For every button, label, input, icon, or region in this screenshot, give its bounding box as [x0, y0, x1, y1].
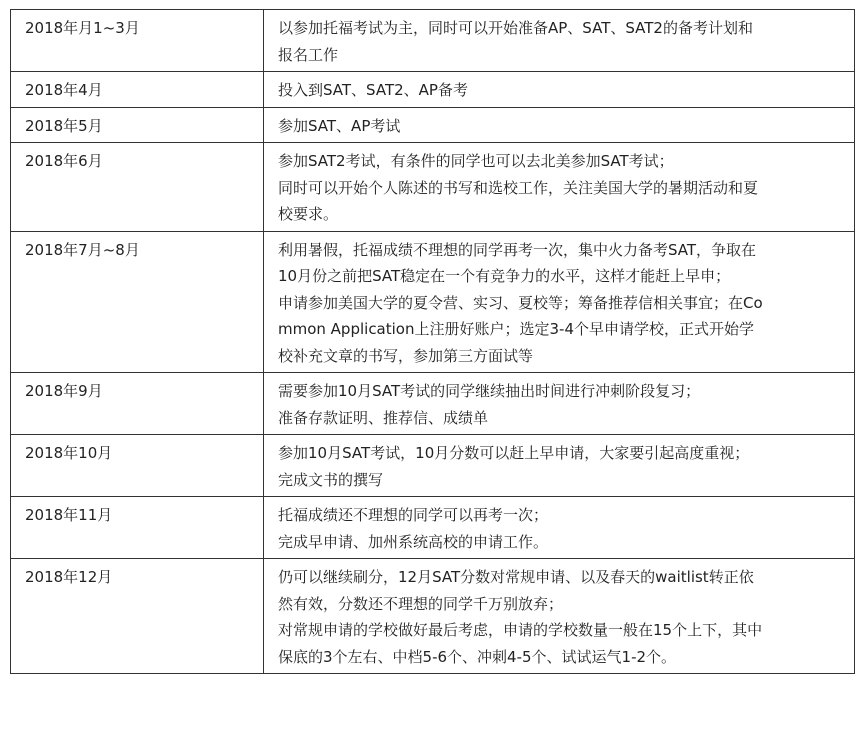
application-timeline-table — [10, 9, 855, 674]
table-row — [11, 143, 855, 232]
plan-line: 然有效，分数还不理想的同学千万别放弃； — [278, 594, 564, 613]
period-cell: 2018年11月 — [11, 497, 264, 559]
plan-line: 利用暑假，托福成绩不理想的同学再考一次，集中火力备考SAT，争取在 — [278, 240, 757, 259]
table-row — [11, 107, 855, 143]
plan-line: 申请参加美国大学的夏令营、实习、夏校等；筹备推荐信相关事宜；在Co — [278, 293, 763, 312]
plan-line: 报名工作 — [278, 45, 339, 64]
plan-cell — [264, 72, 855, 108]
plan-line: 投入到SAT、SAT2、AP备考 — [278, 81, 468, 99]
plan-line: 完成早申请、加州系统高校的申请工作。 — [278, 532, 549, 551]
plan-line: 保底的3个左右、中档5-6个、冲刺4-5个、试试运气1-2个。 — [278, 647, 677, 666]
table-row — [11, 72, 855, 108]
plan-cell — [264, 107, 855, 143]
period-cell: 2018年10月 — [11, 435, 264, 497]
table-row — [11, 559, 855, 674]
plan-line: 校补充文章的书写，参加第三方面试等 — [278, 346, 534, 365]
table-row — [11, 435, 855, 497]
period-cell: 2018年7月~8月 — [11, 231, 264, 373]
plan-cell — [264, 373, 855, 435]
plan-cell — [264, 10, 855, 72]
plan-cell — [264, 143, 855, 232]
plan-line: 需要参加10月SAT考试的同学继续抽出时间进行冲刺阶段复习； — [278, 382, 701, 400]
plan-line: 参加SAT、AP考试 — [278, 116, 401, 135]
period-cell: 2018年月1~3月 — [11, 10, 264, 72]
table-row — [11, 10, 855, 72]
period-cell: 2018年5月 — [11, 107, 264, 143]
plan-line: 参加10月SAT考试，10月分数可以赶上早申请，大家要引起高度重视； — [278, 444, 750, 462]
plan-line: mmon Application上注册好账户；选定3-4个早申请学校，正式开始学 — [278, 320, 754, 338]
plan-line: 托福成绩还不理想的同学可以再考一次； — [278, 506, 549, 524]
plan-line: 10月份之前把SAT稳定在一个有竞争力的水平，这样才能赶上早申； — [278, 267, 731, 285]
plan-line: 仍可以继续刷分，12月SAT分数对常规申请、以及春天的waitlist转正依 — [278, 568, 754, 586]
timeline-body — [11, 10, 855, 674]
plan-cell — [264, 435, 855, 497]
plan-line: 校要求。 — [278, 205, 339, 223]
period-cell: 2018年9月 — [11, 373, 264, 435]
plan-line: 参加SAT2考试，有条件的同学也可以去北美参加SAT考试； — [278, 152, 674, 170]
table-row — [11, 231, 855, 373]
period-cell: 2018年12月 — [11, 559, 264, 674]
plan-line: 完成文书的撰写 — [278, 470, 384, 489]
schedule-container — [10, 9, 855, 674]
plan-cell — [264, 559, 855, 674]
table-row — [11, 497, 855, 559]
period-cell: 2018年6月 — [11, 143, 264, 232]
plan-cell — [264, 231, 855, 373]
plan-cell — [264, 497, 855, 559]
plan-line: 对常规申请的学校做好最后考虑，申请的学校数量一般在15个上下，其中 — [278, 621, 763, 639]
plan-line: 准备存款证明、推荐信、成绩单 — [278, 408, 489, 427]
plan-line: 以参加托福考试为主，同时可以开始准备AP、SAT、SAT2的备考计划和 — [278, 19, 753, 37]
plan-line: 同时可以开始个人陈述的书写和选校工作，关注美国大学的暑期活动和夏 — [278, 178, 759, 197]
table-row — [11, 373, 855, 435]
period-cell: 2018年4月 — [11, 72, 264, 108]
